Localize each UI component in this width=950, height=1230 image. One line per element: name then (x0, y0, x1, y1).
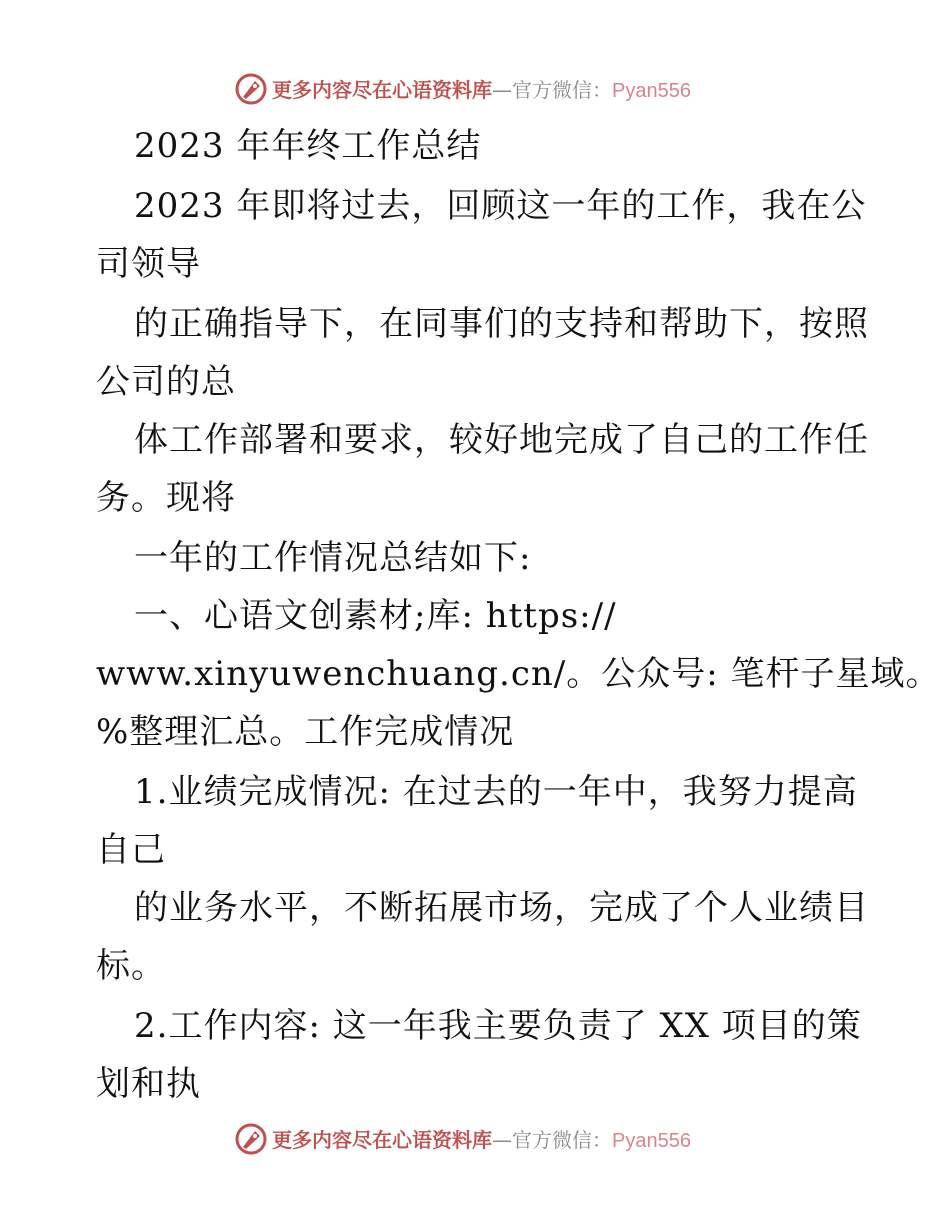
banner-wechat-label: 官方微信： (512, 1128, 612, 1152)
doc-title: 2023 年年终工作总结 (134, 126, 482, 166)
doc-line: %整理汇总。工作完成情况 (96, 712, 515, 752)
banner-wechat-id: Pyan556 (612, 80, 691, 102)
banner-text (272, 1126, 691, 1155)
doc-line: 务。现将 (96, 478, 236, 518)
doc-line: 2.工作内容: 这一年我主要负责了 XX 项目的策 (134, 1006, 862, 1046)
doc-line: 自己 (96, 830, 166, 870)
footer-banner (0, 1120, 950, 1160)
doc-line: 1.业绩完成情况: 在过去的一年中，我努力提高 (134, 772, 858, 812)
banner-dash: — (492, 78, 512, 102)
banner-wechat-id: Pyan556 (612, 1130, 691, 1152)
doc-line: 划和执 (96, 1064, 201, 1104)
doc-line: 体工作部署和要求，较好地完成了自己的工作任 (134, 420, 869, 460)
banner-text (272, 76, 691, 105)
banner-wechat-label: 官方微信： (512, 78, 612, 102)
doc-line: 的业务水平，不断拓展市场，完成了个人业绩目 (134, 888, 869, 928)
doc-line: 标。 (96, 946, 166, 986)
doc-line: www.xinyuwenchuang.cn/。公众号: 笔杆子星域。 (96, 654, 941, 694)
doc-line: 2023 年即将过去，回顾这一年的工作，我在公 (134, 186, 867, 226)
doc-line: 一年的工作情况总结如下: (134, 538, 532, 578)
doc-line: 司领导 (96, 244, 201, 284)
doc-line: 公司的总 (96, 362, 236, 402)
banner-red-text: 更多内容尽在心语资料库 (272, 1128, 492, 1152)
banner-red-text: 更多内容尽在心语资料库 (272, 78, 492, 102)
banner-dash: — (492, 1128, 512, 1152)
header-banner (0, 70, 950, 110)
doc-line: 一、心语文创素材;库: https:// (134, 596, 617, 636)
pen-nib-logo-icon (234, 72, 268, 106)
pen-nib-logo-icon (234, 1122, 268, 1156)
doc-line: 的正确指导下，在同事们的支持和帮助下，按照 (134, 304, 869, 344)
